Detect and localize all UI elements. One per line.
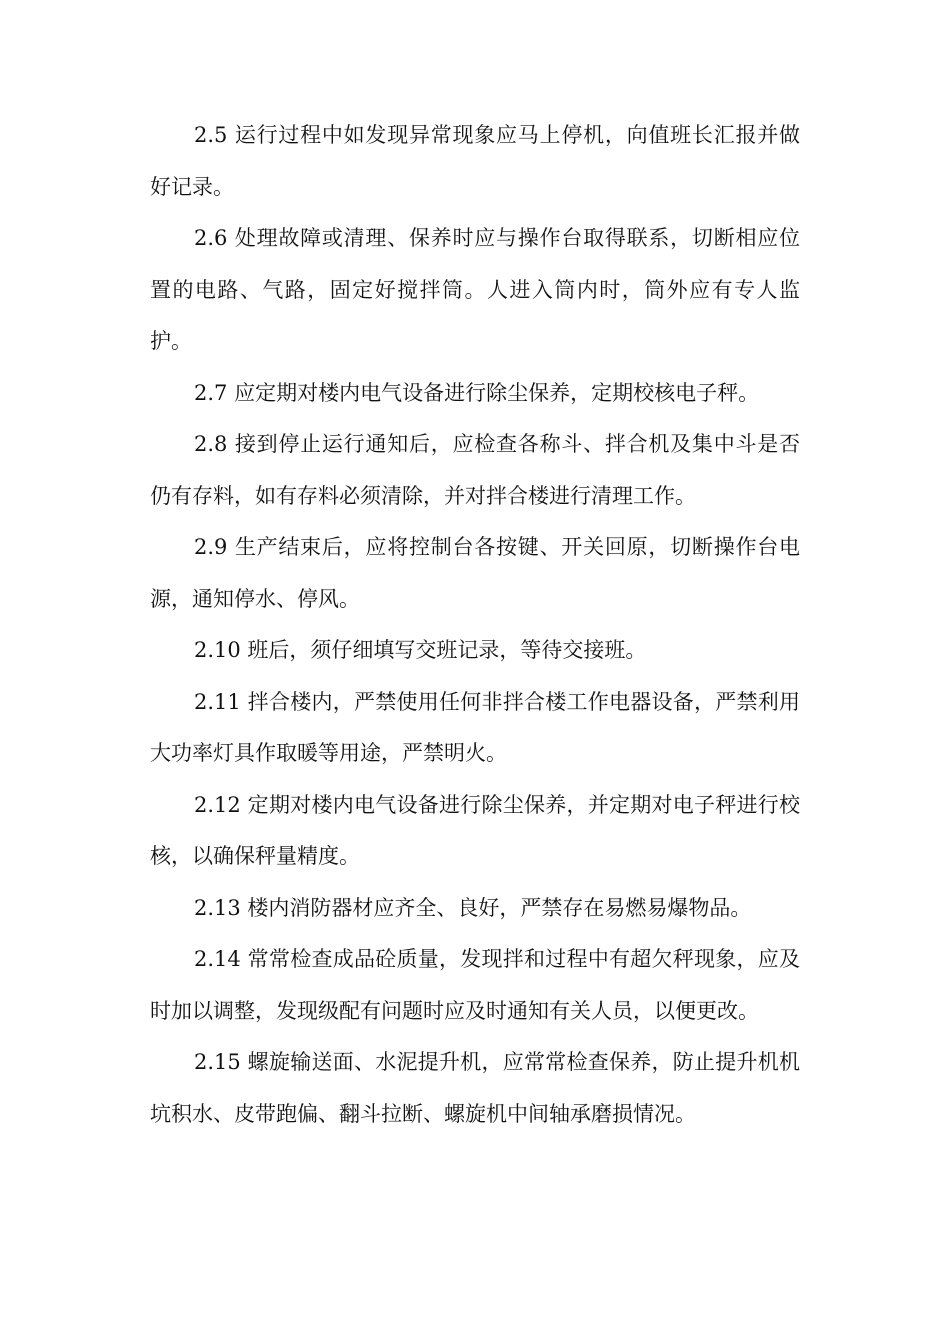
paragraph-2-7: 2.7 应定期对楼内电气设备进行除尘保养，定期校核电子秤。	[194, 380, 760, 405]
paragraph-2-6: 2.6 处理故障或清理、保养时应与操作台取得联系，切断相应位置的电路、气路，固定好搅拌筒。人进入筒内时，筒外应有专人监护。	[150, 226, 800, 353]
paragraph-2-12: 2.12 定期对楼内电气设备进行除尘保养，并定期对电子秤进行校核，以确保秤量精度。	[150, 792, 800, 868]
paragraph-2-14: 2.14 常常检查成品砼质量，发现拌和过程中有超欠秤现象，应及时加以调整，发现级配有问题时应及时通知有关人员，以便更改。	[150, 947, 800, 1023]
paragraph-2-13: 2.13 楼内消防器材应齐全、良好，严禁存在易燃易爆物品。	[194, 895, 752, 920]
document-body	[150, 110, 800, 1140]
paragraph-2-15: 2.15 螺旋输送面、水泥提升机，应常常检查保养，防止提升机机坑积水、皮带跑偏、翻斗拉断、螺旋机中间轴承磨损情况。	[150, 1050, 800, 1126]
paragraph-2-11: 2.11 拌合楼内，严禁使用任何非拌合楼工作电器设备，严禁利用大功率灯具作取暖等用途，严禁明火。	[150, 689, 800, 765]
paragraph-2-9: 2.9 生产结束后，应将控制台各按键、开关回原，切断操作台电源，通知停水、停风。	[150, 535, 800, 611]
paragraph-2-10: 2.10 班后，须仔细填写交班记录，等待交接班。	[194, 638, 647, 662]
paragraph-2-5: 2.5 运行过程中如发现异常现象应马上停机，向值班长汇报并做好记录。	[150, 123, 800, 199]
paragraph-2-8: 2.8 接到停止运行通知后，应检查各称斗、拌合机及集中斗是否仍有存料，如有存料必须清除，并对拌合楼进行清理工作。	[150, 432, 800, 508]
